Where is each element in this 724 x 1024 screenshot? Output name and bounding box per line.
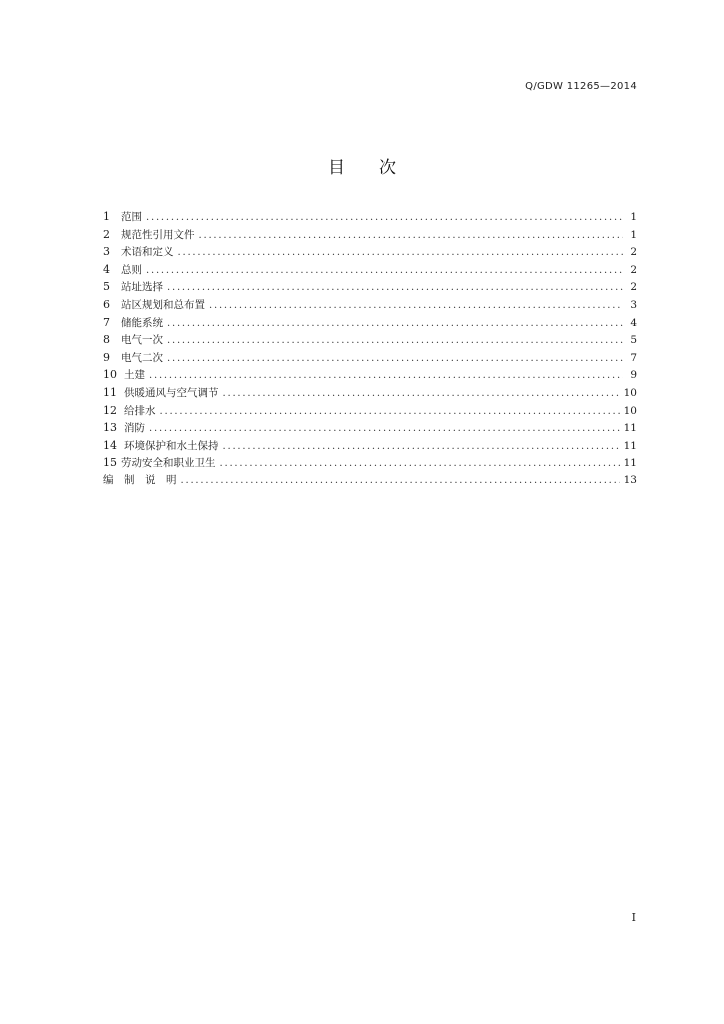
toc-entry-2[interactable] [103,226,637,244]
toc-entry-label: 电气一次 [121,334,163,347]
toc-entry-page: 3 [630,298,637,311]
toc-leader-dots [167,279,623,297]
toc-entry-number: 4 [103,262,110,276]
toc-entry-label: 给排水 [124,404,156,417]
toc-leader-dots [209,297,623,315]
toc-entry-number: 15 [103,456,117,470]
toc-leader-dots [167,315,623,333]
toc-entry-number: 2 [103,227,110,241]
title-char-2: 次 [379,158,396,178]
toc-entry-page: 1 [630,211,637,223]
toc-entry-9[interactable] [103,349,637,367]
toc-entry-page: 11 [623,457,637,470]
toc-entry-number: 10 [103,368,117,382]
toc-entry-label: 规范性引用文件 [121,228,195,241]
toc-leader-dots [167,332,623,350]
toc-entry-label: 范围 [121,211,142,223]
page-number: I [631,911,636,924]
toc-leader-dots [181,472,620,490]
toc-entry-number: 3 [103,245,110,259]
toc-entry-6[interactable] [103,296,637,314]
toc-leader-dots [146,262,623,280]
toc-entry-number: 9 [103,350,110,364]
toc-entry-1[interactable] [103,208,637,226]
toc-leader-dots [149,367,623,385]
toc-entry-label: 总则 [121,263,142,276]
toc-entry-3[interactable] [103,243,637,261]
toc-entry-page: 1 [630,228,637,241]
toc-entry-15[interactable] [103,454,637,472]
toc-entry-10[interactable] [103,366,637,384]
toc-entry-number: 11 [103,385,117,399]
toc-entry-12[interactable] [103,402,637,420]
toc-leader-dots [223,385,620,403]
toc-entry-number: 13 [103,421,117,435]
title-char-1: 目 [328,158,345,178]
toc-entry-page: 13 [623,473,637,486]
toc-entry-page: 4 [630,316,637,329]
toc-entry-label: 土建 [124,369,145,382]
toc-entry-page: 9 [630,369,637,382]
toc-entry-label: 编 制 说 明 [103,473,177,486]
toc-entry-11[interactable] [103,384,637,402]
toc-entry-label: 站址选择 [121,281,163,294]
toc-entry-number: 6 [103,297,110,311]
toc-entry-label: 劳动安全和职业卫生 [121,457,216,470]
toc-entry-8[interactable] [103,331,637,349]
toc-leader-dots [199,227,624,245]
toc-entry-number: 14 [103,438,117,452]
toc-entry-label: 电气二次 [121,351,163,364]
toc-leader-dots [178,244,624,262]
toc-entry-5[interactable] [103,278,637,296]
toc-entry-page: 2 [630,281,637,294]
toc-entry-13[interactable] [103,419,637,437]
toc-leader-dots [220,455,620,473]
toc-entry-page: 5 [630,334,637,347]
table-of-contents [103,208,637,490]
toc-entry-label: 术语和定义 [121,246,174,259]
toc-entry-number: 1 [103,210,110,223]
toc-entry-page: 10 [623,404,637,417]
toc-leader-dots [149,420,620,438]
toc-entry-page: 2 [630,246,637,259]
document-code: Q/GDW 11265—2014 [525,81,637,92]
toc-entry-number: 7 [103,315,110,329]
toc-entry-14[interactable] [103,437,637,455]
toc-entry-number: 8 [103,333,110,347]
toc-entry-number: 12 [103,403,117,417]
toc-entry-label: 供暖通风与空气调节 [124,386,219,399]
page-title [0,153,724,178]
toc-entry-page: 7 [630,351,637,364]
toc-leader-dots [223,438,620,456]
toc-entry-page: 11 [623,439,637,452]
toc-entry-label: 储能系统 [121,316,163,329]
toc-entry-compilation-notes[interactable] [103,472,637,490]
toc-entry-page: 2 [630,263,637,276]
toc-leader-dots [167,350,623,368]
toc-leader-dots [146,209,623,227]
toc-entry-page: 11 [623,422,637,435]
toc-entry-number: 5 [103,280,110,294]
toc-entry-7[interactable] [103,314,637,332]
toc-entry-label: 消防 [124,422,145,435]
toc-entry-label: 环境保护和水土保持 [124,439,219,452]
toc-entry-label: 站区规划和总布置 [121,298,205,311]
toc-entry-4[interactable] [103,261,637,279]
toc-entry-page: 10 [623,386,637,399]
toc-leader-dots [160,403,620,421]
